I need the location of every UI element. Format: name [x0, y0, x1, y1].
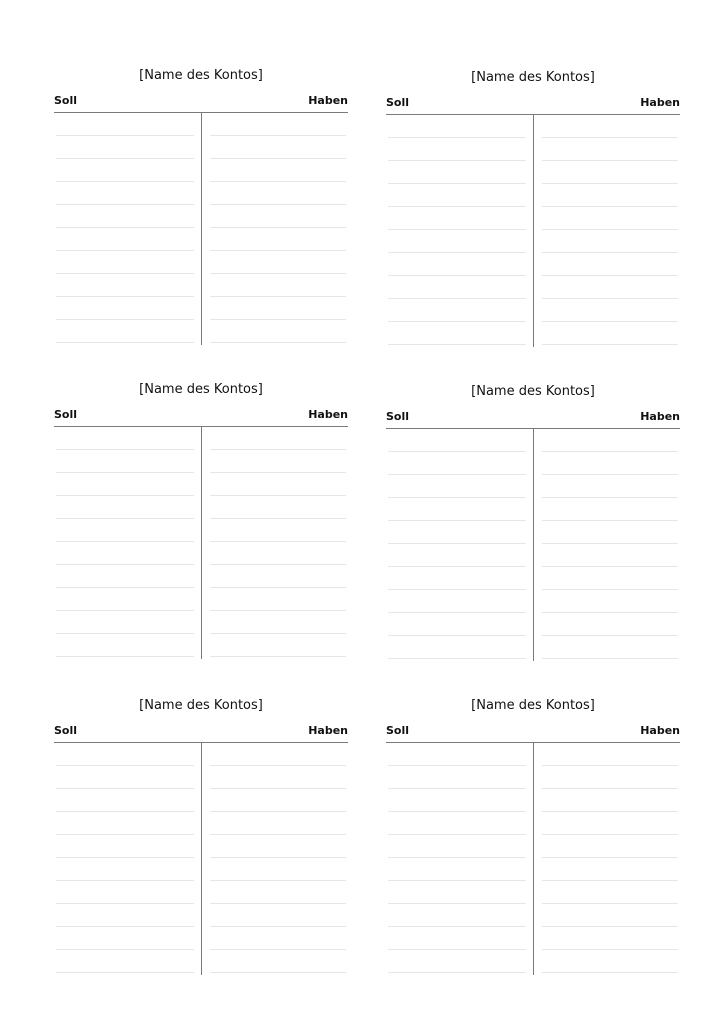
t-account-5: [54, 698, 348, 978]
ruled-line: [56, 834, 194, 835]
ruled-line: [56, 541, 194, 542]
ruled-line: [542, 834, 678, 835]
t-account-4: [386, 384, 680, 664]
debit-label: Soll: [54, 408, 78, 421]
ruled-line: [210, 949, 346, 950]
ruled-line: [56, 972, 194, 973]
ruled-line: [56, 880, 194, 881]
ruled-line: [542, 160, 678, 161]
ruled-line: [210, 449, 346, 450]
credit-label: Haben: [308, 724, 348, 737]
t-account-1: [54, 68, 348, 348]
t-account-3: [54, 382, 348, 662]
ruled-line: [542, 972, 678, 973]
account-title: [Name des Kontos]: [139, 68, 263, 83]
ruled-line: [210, 811, 346, 812]
t-account-2: [386, 70, 680, 350]
account-title: [Name des Kontos]: [471, 384, 595, 399]
ruled-line: [388, 926, 526, 927]
ruled-line: [56, 926, 194, 927]
ruled-line: [542, 788, 678, 789]
ruled-line: [542, 497, 678, 498]
ruled-line: [542, 206, 678, 207]
ruled-line: [388, 543, 526, 544]
ruled-line: [388, 903, 526, 904]
ruled-line: [56, 495, 194, 496]
ruled-line: [56, 227, 194, 228]
ruled-line: [210, 319, 346, 320]
ruled-line: [56, 587, 194, 588]
ruled-line: [56, 857, 194, 858]
ruled-line: [542, 451, 678, 452]
ruled-line: [210, 788, 346, 789]
account-title: [Name des Kontos]: [139, 382, 263, 397]
center-divider: [533, 429, 534, 661]
ruled-line: [388, 474, 526, 475]
ruled-line: [542, 275, 678, 276]
account-title: [Name des Kontos]: [139, 698, 263, 713]
ruled-line: [56, 788, 194, 789]
ruled-line: [388, 252, 526, 253]
ruled-line: [56, 296, 194, 297]
ruled-line: [388, 566, 526, 567]
ruled-line: [210, 564, 346, 565]
ruled-line: [542, 137, 678, 138]
ruled-line: [542, 229, 678, 230]
ruled-line: [210, 135, 346, 136]
ruled-line: [542, 252, 678, 253]
debit-label: Soll: [54, 724, 78, 737]
account-title: [Name des Kontos]: [471, 698, 595, 713]
ruled-line: [542, 658, 678, 659]
ruled-line: [388, 857, 526, 858]
ruled-line: [542, 765, 678, 766]
debit-label: Soll: [386, 410, 410, 423]
ruled-line: [56, 949, 194, 950]
credit-label: Haben: [640, 96, 680, 109]
ruled-line: [388, 788, 526, 789]
ruled-line: [542, 543, 678, 544]
ruled-line: [56, 811, 194, 812]
debit-label: Soll: [386, 724, 410, 737]
credit-label: Haben: [308, 94, 348, 107]
ruled-line: [542, 635, 678, 636]
ruled-line: [56, 610, 194, 611]
ruled-line: [210, 834, 346, 835]
ruled-line: [542, 926, 678, 927]
ruled-line: [388, 275, 526, 276]
ruled-line: [388, 635, 526, 636]
ruled-line: [56, 518, 194, 519]
ruled-line: [388, 589, 526, 590]
ruled-line: [388, 658, 526, 659]
credit-label: Haben: [640, 410, 680, 423]
ruled-line: [56, 342, 194, 343]
ruled-line: [210, 903, 346, 904]
ruled-line: [542, 298, 678, 299]
ruled-line: [210, 972, 346, 973]
ruled-line: [388, 520, 526, 521]
ruled-line: [56, 204, 194, 205]
ruled-line: [210, 495, 346, 496]
ruled-line: [388, 229, 526, 230]
ruled-line: [210, 227, 346, 228]
ruled-line: [210, 518, 346, 519]
ruled-line: [210, 610, 346, 611]
ruled-line: [210, 541, 346, 542]
ruled-line: [542, 811, 678, 812]
ruled-line: [388, 949, 526, 950]
center-divider: [533, 115, 534, 347]
ruled-line: [542, 520, 678, 521]
ruled-line: [56, 903, 194, 904]
ruled-line: [56, 273, 194, 274]
ruled-line: [388, 344, 526, 345]
ruled-line: [210, 656, 346, 657]
ruled-line: [388, 183, 526, 184]
ruled-line: [542, 566, 678, 567]
ruled-line: [210, 765, 346, 766]
ruled-line: [210, 273, 346, 274]
ruled-line: [210, 342, 346, 343]
debit-label: Soll: [386, 96, 410, 109]
ruled-line: [210, 158, 346, 159]
ruled-line: [388, 765, 526, 766]
ruled-line: [542, 474, 678, 475]
ruled-line: [388, 880, 526, 881]
ruled-line: [388, 321, 526, 322]
ruled-line: [56, 181, 194, 182]
ruled-line: [388, 160, 526, 161]
ruled-line: [542, 612, 678, 613]
center-divider: [201, 113, 202, 345]
ruled-line: [56, 449, 194, 450]
ruled-line: [210, 880, 346, 881]
ruled-line: [56, 656, 194, 657]
ruled-line: [210, 296, 346, 297]
ruled-line: [210, 633, 346, 634]
ruled-line: [388, 137, 526, 138]
ruled-line: [388, 298, 526, 299]
ruled-line: [388, 451, 526, 452]
center-divider: [533, 743, 534, 975]
ruled-line: [388, 811, 526, 812]
ruled-line: [388, 497, 526, 498]
ruled-line: [542, 949, 678, 950]
ruled-line: [388, 206, 526, 207]
ruled-line: [56, 135, 194, 136]
credit-label: Haben: [308, 408, 348, 421]
ruled-line: [542, 183, 678, 184]
ruled-line: [210, 587, 346, 588]
center-divider: [201, 427, 202, 659]
ruled-line: [210, 181, 346, 182]
ruled-line: [542, 589, 678, 590]
ruled-line: [56, 319, 194, 320]
ruled-line: [56, 633, 194, 634]
ruled-line: [388, 834, 526, 835]
ruled-line: [210, 472, 346, 473]
ruled-line: [56, 472, 194, 473]
ruled-line: [56, 564, 194, 565]
ruled-line: [542, 857, 678, 858]
ruled-line: [210, 926, 346, 927]
credit-label: Haben: [640, 724, 680, 737]
center-divider: [201, 743, 202, 975]
t-account-6: [386, 698, 680, 978]
ruled-line: [542, 344, 678, 345]
ruled-line: [542, 321, 678, 322]
ruled-line: [388, 972, 526, 973]
ruled-line: [210, 857, 346, 858]
account-title: [Name des Kontos]: [471, 70, 595, 85]
ruled-line: [56, 250, 194, 251]
ruled-line: [210, 204, 346, 205]
ruled-line: [56, 158, 194, 159]
ruled-line: [56, 765, 194, 766]
ruled-line: [542, 903, 678, 904]
ruled-line: [210, 250, 346, 251]
debit-label: Soll: [54, 94, 78, 107]
ruled-line: [388, 612, 526, 613]
ruled-line: [542, 880, 678, 881]
